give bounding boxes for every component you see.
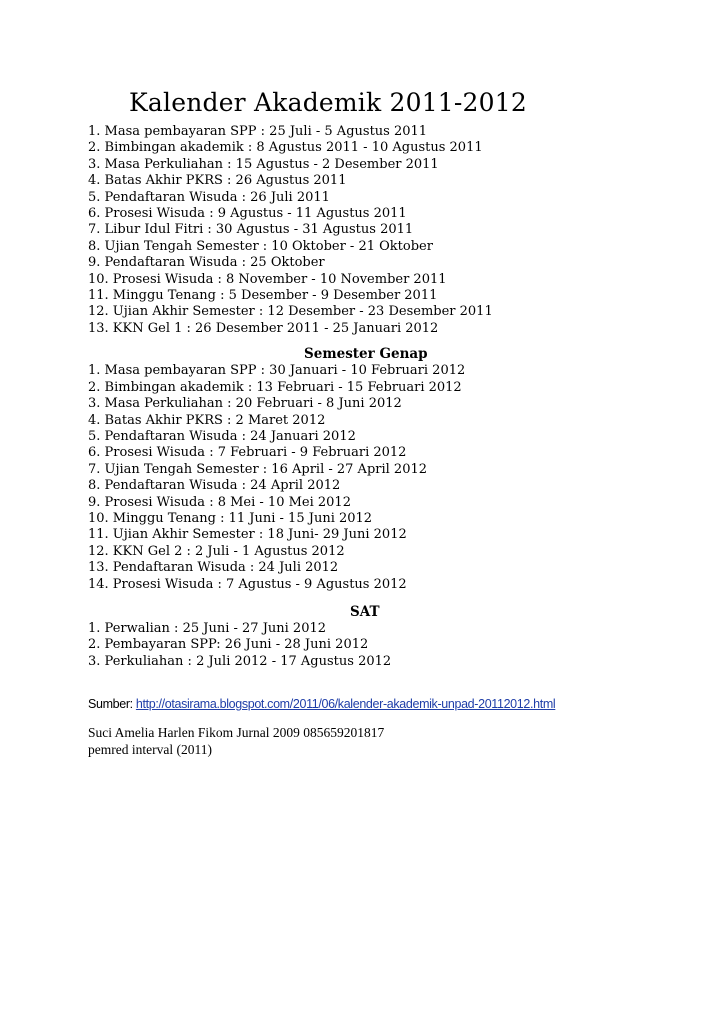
- list-item: 12. KKN Gel 2 : 2 Juli - 1 Agustus 2012: [88, 543, 345, 559]
- sat-heading: SAT: [350, 603, 380, 620]
- semester-genap-heading: Semester Genap: [304, 346, 428, 363]
- list-item: 13. Pendaftaran Wisuda : 24 Juli 2012: [88, 560, 339, 576]
- list-item: 8. Pendaftaran Wisuda : 24 April 2012: [88, 478, 341, 494]
- list-item: 4. Batas Akhir PKRS : 2 Maret 2012: [88, 412, 326, 428]
- document-page: [88, 88, 648, 758]
- list-item: 7. Ujian Tengah Semester : 16 April - 27 April 2012: [88, 461, 428, 477]
- list-item: 12. Ujian Akhir Semester : 12 Desember - 23 Desember 2011: [88, 304, 493, 320]
- list-item: 5. Pendaftaran Wisuda : 26 Juli 2011: [88, 189, 330, 205]
- list-item: 14. Prosesi Wisuda : 7 Agustus - 9 Agustus 2012: [88, 576, 407, 592]
- list-item: 4. Batas Akhir PKRS : 26 Agustus 2011: [88, 173, 347, 189]
- list-item: 11. Ujian Akhir Semester : 18 Juni- 29 Juni 2012: [88, 527, 407, 543]
- list-item: 3. Masa Perkuliahan : 15 Agustus - 2 Desember 2011: [88, 156, 439, 172]
- list-item: 1. Masa pembayaran SPP : 30 Januari - 10 Februari 2012: [88, 363, 466, 379]
- list-item: 13. KKN Gel 1 : 26 Desember 2011 - 25 Januari 2012: [88, 320, 439, 336]
- list-item: 2. Pembayaran SPP: 26 Juni - 28 Juni 2012: [88, 637, 369, 653]
- list-item: 5. Pendaftaran Wisuda : 24 Januari 2012: [88, 428, 356, 444]
- list-item: 8. Ujian Tengah Semester : 10 Oktober - 21 Oktober: [88, 238, 433, 254]
- ganjil-list: [88, 124, 648, 337]
- list-item: 1. Masa pembayaran SPP : 25 Juli - 5 Agustus 2011: [88, 124, 428, 139]
- genap-list: [88, 363, 648, 593]
- list-item: 6. Prosesi Wisuda : 7 Februari - 9 Februari 2012: [88, 445, 407, 461]
- list-item: 10. Minggu Tenang : 11 Juni - 15 Juni 2012: [88, 510, 373, 526]
- list-item: 10. Prosesi Wisuda : 8 November - 10 November 2011: [88, 271, 447, 287]
- list-item: 9. Pendaftaran Wisuda : 25 Oktober: [88, 255, 325, 271]
- list-item: 7. Libur Idul Fitri : 30 Agustus - 31 Agustus 2011: [88, 222, 414, 238]
- list-item: 3. Masa Perkuliahan : 20 Februari - 8 Juni 2012: [88, 396, 402, 412]
- list-item: 1. Perwalian : 25 Juni - 27 Juni 2012: [88, 620, 327, 636]
- sat-list: [88, 621, 648, 670]
- list-item: 9. Prosesi Wisuda : 8 Mei - 10 Mei 2012: [88, 494, 351, 510]
- list-item: 6. Prosesi Wisuda : 9 Agustus - 11 Agustus 2011: [88, 206, 407, 222]
- list-item: 11. Minggu Tenang : 5 Desember - 9 Desember 2011: [88, 288, 438, 304]
- source-line: [88, 696, 648, 712]
- source-label: Sumber:: [88, 697, 136, 712]
- credit-author: Suci Amelia Harlen Fikom Jurnal 2009 085659201817: [88, 725, 385, 741]
- source-link[interactable]: http://otasirama.blogspot.com/2011/06/kalender-akademik-unpad-20112012.html: [135, 697, 556, 712]
- list-item: 2. Bimbingan akademik : 8 Agustus 2011 - 10 Agustus 2011: [88, 140, 483, 156]
- page-title: Kalender Akademik 2011-2012: [129, 88, 527, 117]
- list-item: 2. Bimbingan akademik : 13 Februari - 15 Februari 2012: [88, 379, 462, 395]
- credit-editor: pemred interval (2011): [88, 742, 212, 758]
- list-item: 3. Perkuliahan : 2 Juli 2012 - 17 Agustus 2012: [88, 653, 392, 669]
